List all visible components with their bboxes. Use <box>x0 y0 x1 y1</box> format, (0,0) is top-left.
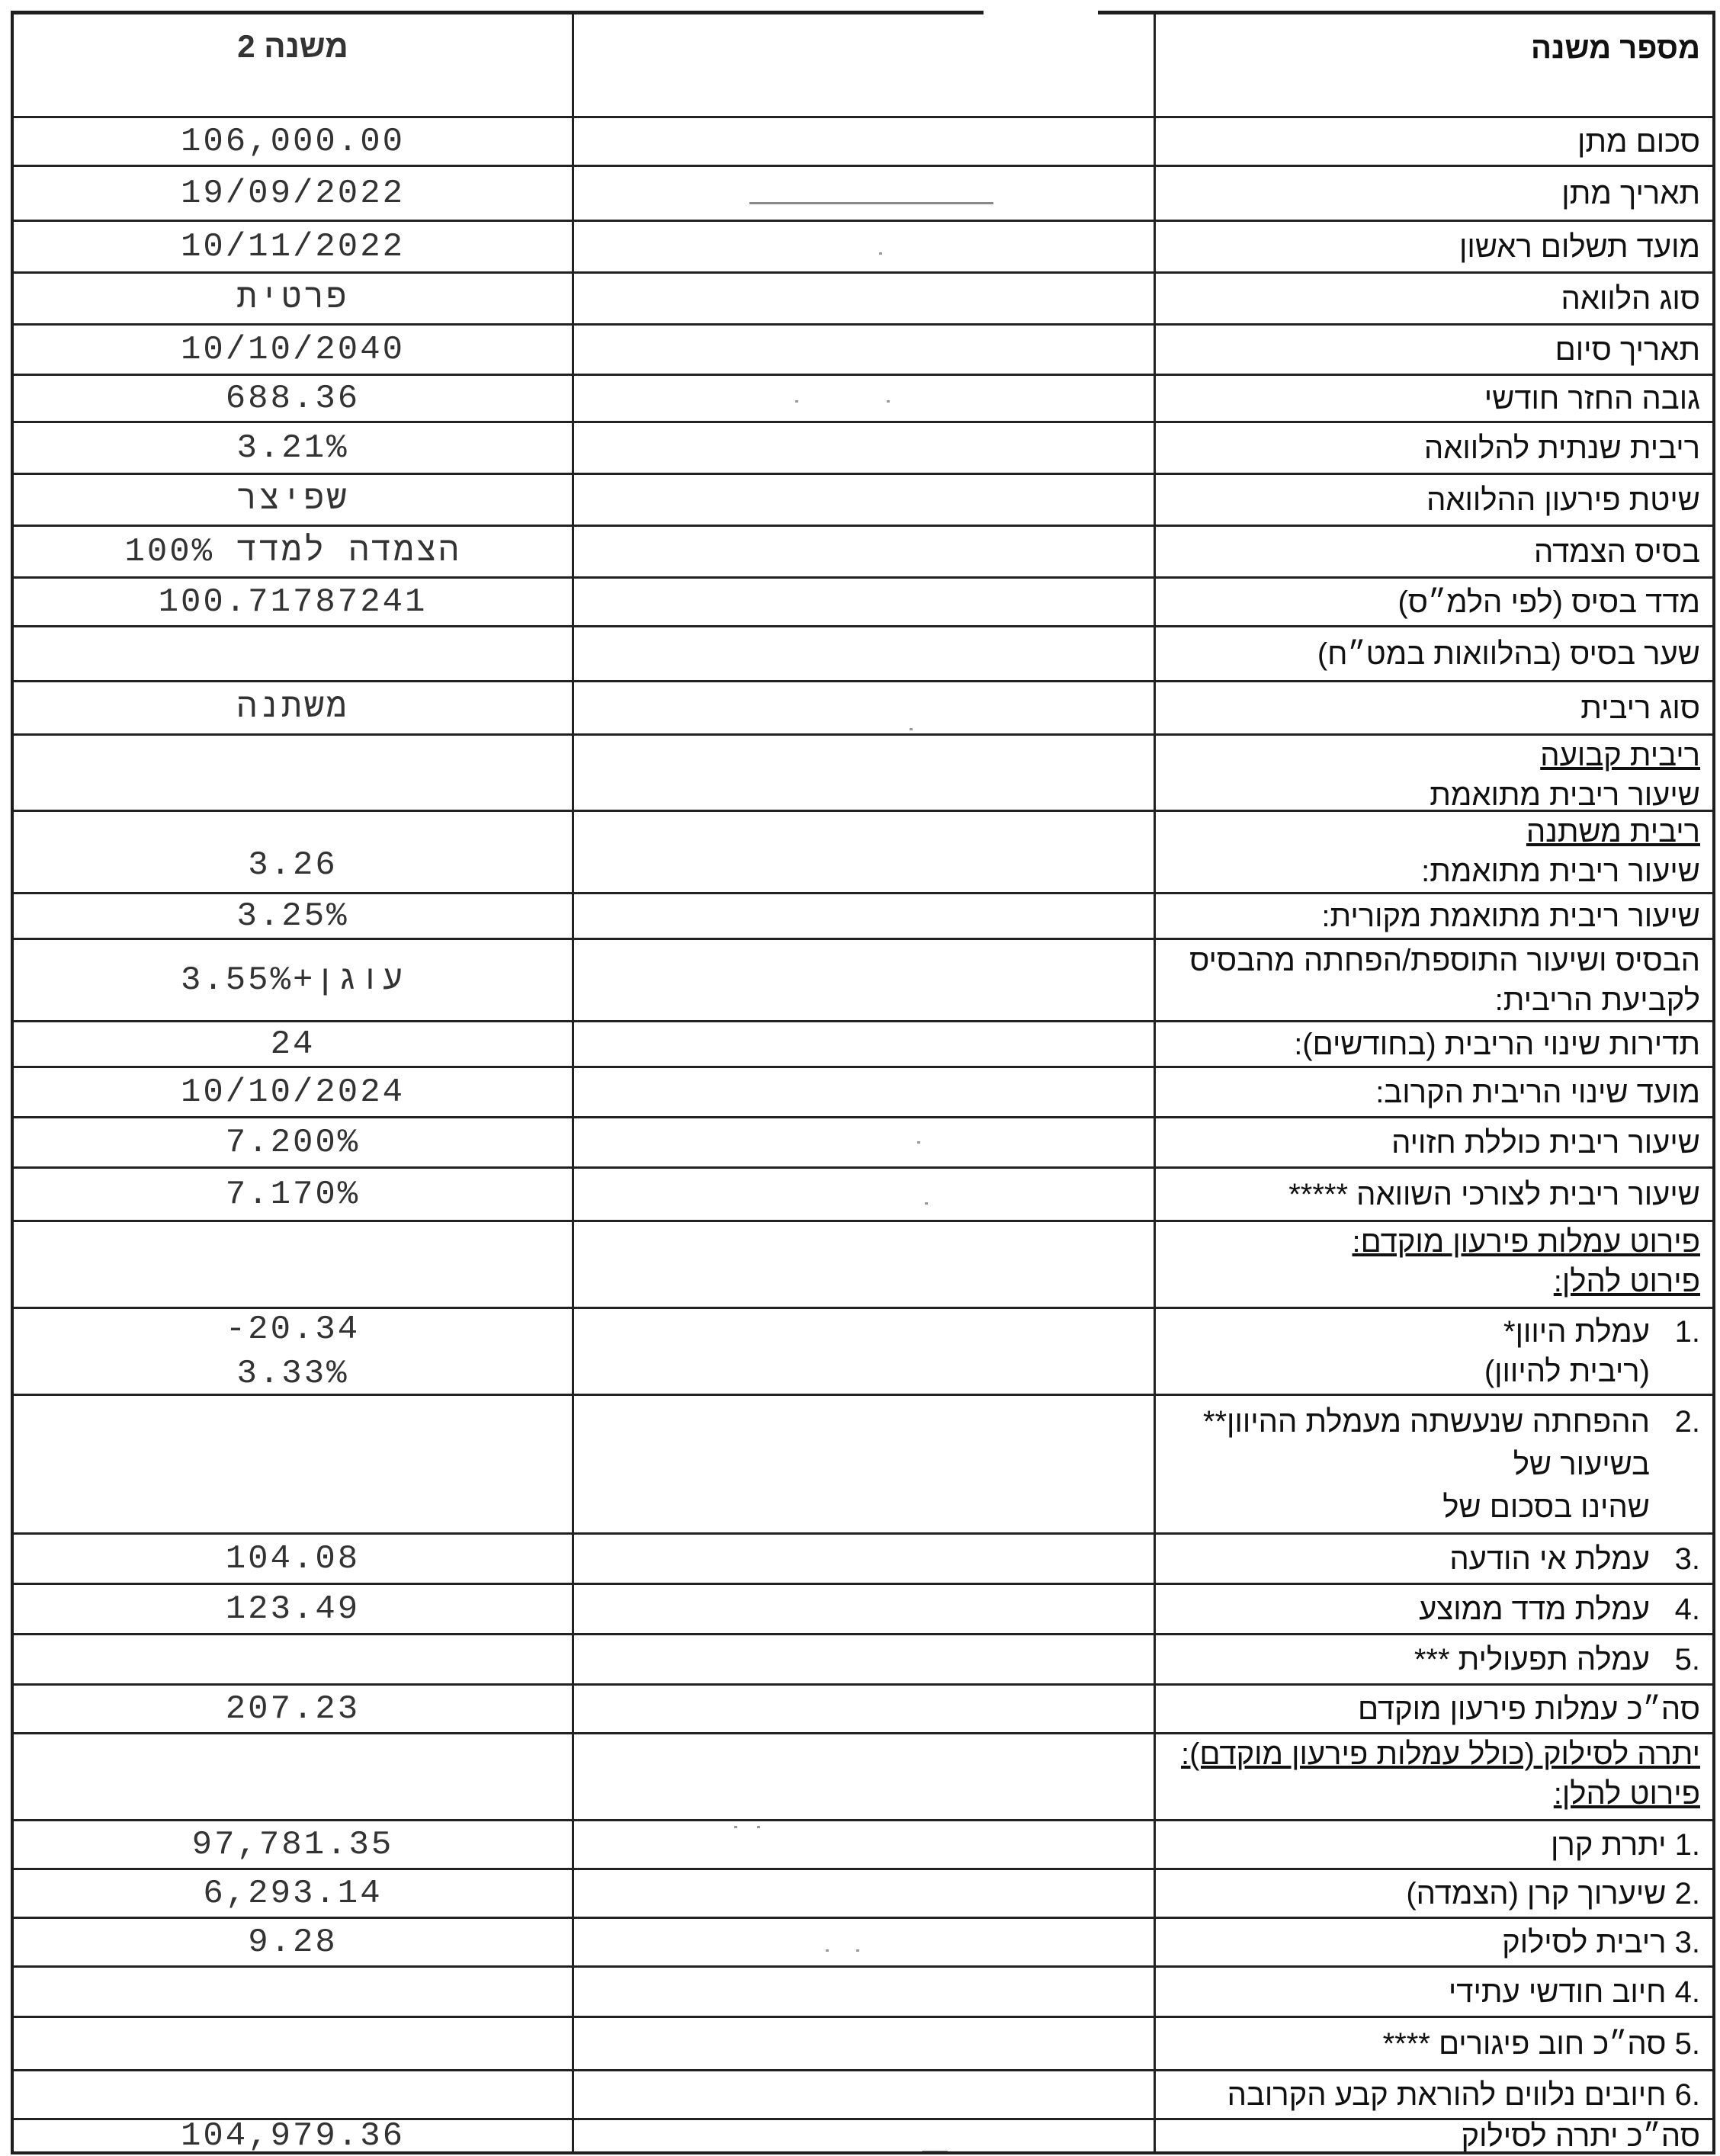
redacted-cell <box>572 423 1156 475</box>
value-adjusted-rate: 3.26 <box>14 812 572 894</box>
label-comparison-rate: שיעור ריבית לצורכי השוואה ***** <box>1156 1169 1712 1222</box>
value-loan-type: פרטית <box>14 274 572 326</box>
value-monthly-payment: 688.36 <box>14 376 572 423</box>
value-payoff-total: 104,979.36 <box>180 2120 406 2151</box>
value-rate-change-frequency: 24 <box>14 1022 572 1068</box>
value-base-exchange-rate <box>14 627 572 682</box>
value-next-rate-change: 10/10/2024 <box>14 1068 572 1118</box>
label-loan-type: סוג הלוואה <box>1156 274 1712 326</box>
redacted-cell <box>572 1396 1156 1535</box>
label-annual-rate: ריבית שנתית להלוואה <box>1156 423 1712 475</box>
label-fixed-rate-block <box>1156 736 1712 812</box>
label-principal-balance: .1 יתרת קרן <box>1156 1821 1712 1870</box>
redacted-cell <box>572 1968 1156 2018</box>
label-base-and-margin: הבסיס ושיעור התוספת/הפחתה מהבסיס לקביעת הריבית: <box>1156 940 1712 1022</box>
label-indexation-base: בסיס הצמדה <box>1156 527 1712 579</box>
loan-details-table <box>11 11 1715 2154</box>
redacted-cell <box>572 1022 1156 1068</box>
redacted-cell <box>572 527 1156 579</box>
redacted-cell <box>572 894 1156 940</box>
value-principal-revaluation: 6,293.14 <box>14 1870 572 1919</box>
label-discount-reduction: .2 ההפחתה שנעשתה מעמלת ההיוון** בשיעור של שהינו בסכום של <box>1156 1396 1712 1535</box>
value-principal-balance: 97,781.35 <box>14 1821 572 1870</box>
value-base-index: 100.71787241 <box>14 579 572 627</box>
redacted-cell <box>572 736 1156 812</box>
label-no-notice-fee: .3 עמלת אי הודעה <box>1156 1535 1712 1585</box>
label-grant-amount: סכום מתן <box>1156 118 1712 167</box>
redacted-cell <box>572 167 1156 222</box>
value-expected-total-rate: 7.200% <box>14 1118 572 1169</box>
value-annual-rate: 3.21% <box>14 423 572 475</box>
value-original-adjusted-rate: 3.25% <box>14 894 572 940</box>
value-base-and-margin: עוגן+3.55% <box>14 940 572 1022</box>
value-arrears-total <box>14 2018 572 2071</box>
row-header-label: מספר משנה <box>1156 14 1712 118</box>
redacted-cell <box>572 475 1156 527</box>
label-base-exchange-rate: שער בסיס (בהלוואות במט״ח) <box>1156 627 1712 682</box>
redacted-cell <box>572 1870 1156 1919</box>
redacted-cell <box>572 274 1156 326</box>
redacted-cell <box>572 1118 1156 1169</box>
label-standing-order-charges: .6 חיובים נלווים להוראת קבע הקרובה <box>1156 2071 1712 2120</box>
label-operational-fee: .5 עמלה תפעולית *** <box>1156 1635 1712 1686</box>
redacted-cell <box>572 1169 1156 1222</box>
label-base-index: מדד בסיס (לפי הלמ״ס) <box>1156 579 1712 627</box>
label-monthly-payment: גובה החזר חודשי <box>1156 376 1712 423</box>
adjusted-rate-label: שיעור ריבית מתואמת: <box>1421 855 1700 888</box>
redacted-cell <box>572 627 1156 682</box>
value-no-notice-fee: 104.08 <box>14 1535 572 1585</box>
value-prepayment-header <box>14 1222 572 1309</box>
label-prepayment-header: פירוט עמלות פירעון מוקדם: פירוט להלן: <box>1156 1222 1712 1309</box>
value-prepayment-total: 207.23 <box>14 1686 572 1734</box>
label-average-index-fee: .4 עמלת מדד ממוצע <box>1156 1585 1712 1635</box>
redacted-cell <box>572 2018 1156 2071</box>
redacted-cell <box>572 1734 1156 1821</box>
label-rate-change-frequency: תדירות שינוי הריבית (בחודשים): <box>1156 1022 1712 1068</box>
value-first-payment-date: 10/11/2022 <box>14 222 572 274</box>
column-header-sub-loan-2: משנה 2 <box>14 14 572 118</box>
label-expected-total-rate: שיעור ריבית כוללת חזויה <box>1156 1118 1712 1169</box>
variable-rate-title: ריבית משתנה <box>1526 815 1700 849</box>
redacted-column-header <box>572 14 1156 118</box>
value-fixed-rate <box>14 736 572 812</box>
value-interest-type: משתנה <box>14 682 572 736</box>
value-grant-date: 19/09/2022 <box>14 167 572 222</box>
redacted-cell <box>572 1535 1156 1585</box>
redacted-cell <box>572 940 1156 1022</box>
label-next-rate-change: מועד שינוי הריבית הקרוב: <box>1156 1068 1712 1118</box>
label-payoff-interest: .3 ריבית לסילוק <box>1156 1919 1712 1968</box>
redacted-cell <box>572 222 1156 274</box>
label-first-payment-date: מועד תשלום ראשון <box>1156 222 1712 274</box>
label-variable-rate-block <box>1156 812 1712 894</box>
redacted-cell <box>572 326 1156 376</box>
redacted-cell <box>572 376 1156 423</box>
redacted-cell <box>572 1068 1156 1118</box>
value-discount-reduction <box>14 1396 572 1535</box>
value-end-date: 10/10/2040 <box>14 326 572 376</box>
value-future-monthly-charge <box>14 1968 572 2018</box>
redacted-cell <box>572 812 1156 894</box>
value-standing-order-charges <box>14 2071 572 2120</box>
redacted-cell <box>572 2071 1156 2120</box>
redacted-cell <box>572 1919 1156 1968</box>
redacted-cell <box>572 1222 1156 1309</box>
label-principal-revaluation: .2 שיערוך קרן (הצמדה) <box>1156 1870 1712 1919</box>
value-payoff-header <box>14 1734 572 1821</box>
label-repayment-method: שיטת פירעון ההלוואה <box>1156 475 1712 527</box>
redaction-mark <box>984 0 1098 21</box>
label-original-adjusted-rate: שיעור ריבית מתואמת מקורית: <box>1156 894 1712 940</box>
redacted-cell <box>572 2120 1156 2151</box>
value-discount-fee: -20.34 3.33% <box>14 1309 572 1396</box>
label-prepayment-total: סה״כ עמלות פירעון מוקדם <box>1156 1686 1712 1734</box>
value-payoff-interest: 9.28 <box>14 1919 572 1968</box>
label-discount-fee: .1 עמלת היוון* (ריבית להיוון) <box>1156 1309 1712 1396</box>
label-end-date: תאריך סיום <box>1156 326 1712 376</box>
fixed-rate-sub: שיעור ריבית מתואמת <box>1430 778 1700 812</box>
value-repayment-method: שפיצר <box>14 475 572 527</box>
redacted-cell <box>572 1309 1156 1396</box>
label-payoff-total: סה״כ יתרה לסילוק <box>1461 2120 1700 2151</box>
redacted-cell <box>572 1635 1156 1686</box>
redacted-cell <box>572 1821 1156 1870</box>
fixed-rate-title: ריבית קבועה <box>1540 739 1700 772</box>
redacted-cell <box>572 1585 1156 1635</box>
redacted-cell <box>572 682 1156 736</box>
label-grant-date: תאריך מתן <box>1156 167 1712 222</box>
label-payoff-header: יתרה לסילוק (כולל עמלות פירעון מוקדם): פירוט להלן: <box>1156 1734 1712 1821</box>
label-interest-type: סוג ריבית <box>1156 682 1712 736</box>
value-comparison-rate: 7.170% <box>14 1169 572 1222</box>
label-arrears-total: .5 סה״כ חוב פיגורים **** <box>1156 2018 1712 2071</box>
label-future-monthly-charge: .4 חיוב חודשי עתידי <box>1156 1968 1712 2018</box>
value-average-index-fee: 123.49 <box>14 1585 572 1635</box>
redacted-cell <box>572 118 1156 167</box>
value-indexation-base: 100% הצמדה למדד <box>14 527 572 579</box>
redacted-cell <box>572 579 1156 627</box>
redacted-cell <box>572 1686 1156 1734</box>
value-grant-amount: 106,000.00 <box>14 118 572 167</box>
value-operational-fee <box>14 1635 572 1686</box>
